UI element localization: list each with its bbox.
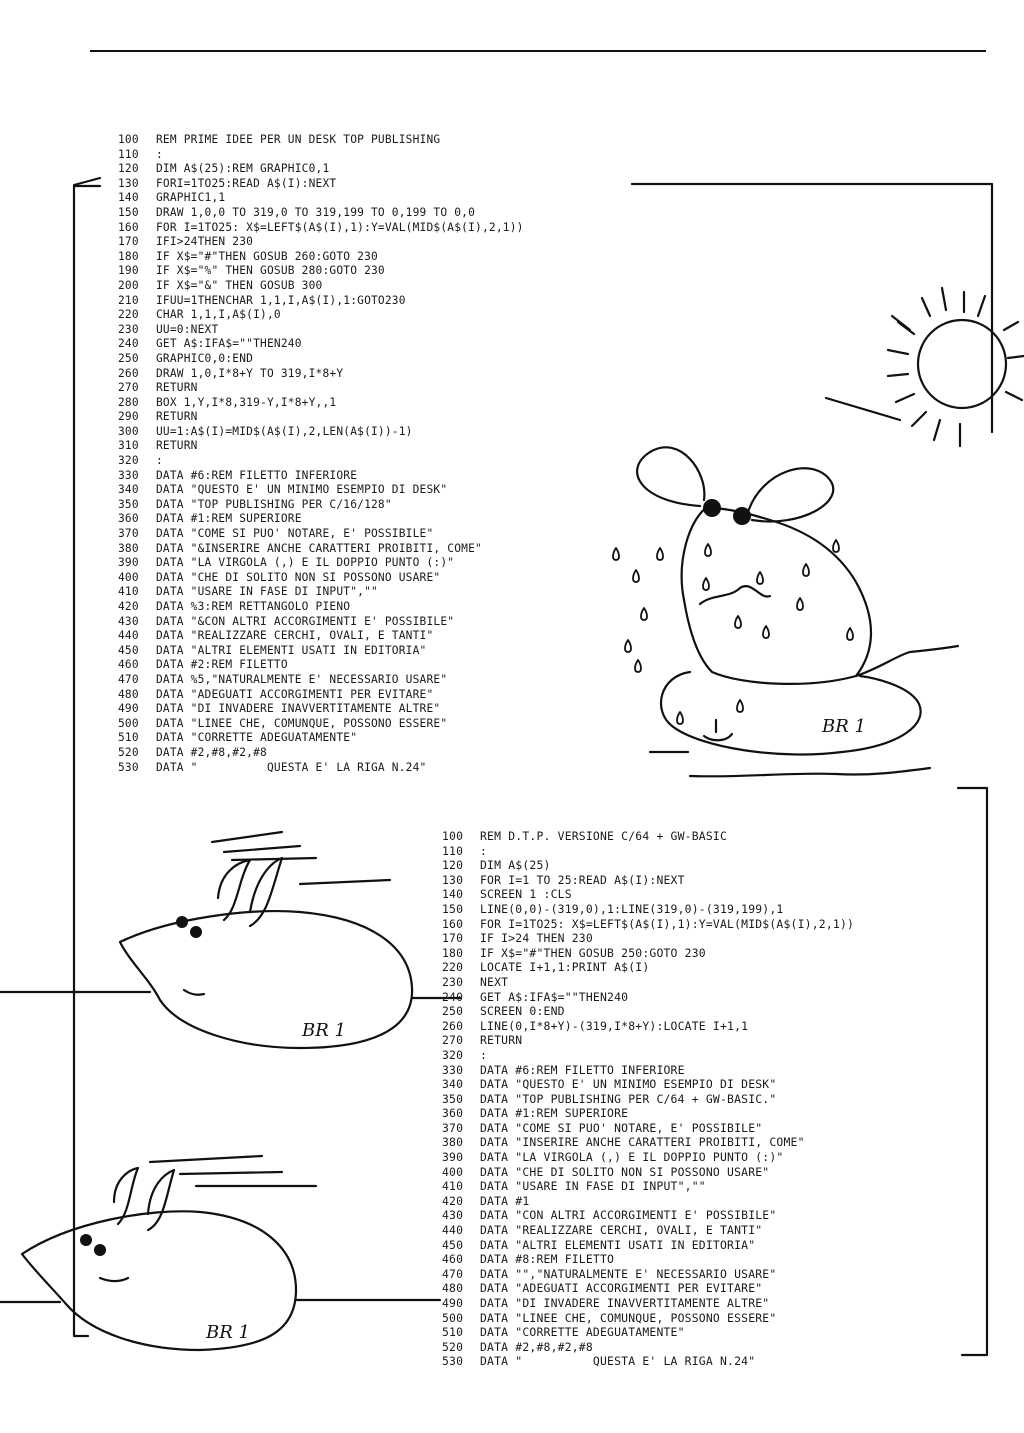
line-number: 110	[118, 147, 139, 161]
frame-bracket-small-left	[74, 178, 100, 185]
line-number: 140	[118, 191, 139, 205]
code-line	[442, 1325, 854, 1340]
line-code: DATA "REALIZZARE CERCHI, OVALI, E TANTI"	[480, 1223, 763, 1238]
line-number: 440	[442, 1223, 464, 1238]
line-number: 370	[118, 527, 139, 541]
line-code: DATA "CORRETTE ADEGUATAMENTE"	[156, 731, 358, 745]
line-code: DATA #1	[480, 1193, 530, 1208]
line-number: 350	[118, 497, 139, 511]
line-code: IF X$="#"THEN GOSUB 260:GOTO 230	[156, 249, 378, 263]
line-number: 360	[118, 512, 139, 526]
line-code: UU=1:A$(I)=MID$(A$(I),2,LEN(A$(I))-1)	[156, 424, 413, 438]
line-code: DRAW 1,0,0 TO 319,0 TO 319,199 TO 0,199 TO 0,0	[156, 205, 476, 219]
line-number: 470	[442, 1266, 464, 1281]
line-number: 210	[118, 293, 139, 307]
line-code: DATA "TOP PUBLISHING PER C/16/128"	[156, 497, 392, 511]
code-line	[118, 177, 524, 192]
code-line	[442, 844, 854, 859]
rain-mouse-illustration	[613, 447, 958, 776]
line-number: 420	[118, 600, 139, 613]
code-line	[442, 858, 854, 873]
line-number: 460	[442, 1252, 464, 1267]
line-number: 300	[118, 424, 139, 438]
line-number: 510	[118, 731, 139, 745]
code-line	[118, 702, 524, 717]
line-number: 180	[442, 945, 464, 960]
line-code: DATA " QUESTA E' LA RIGA N.24"	[156, 760, 427, 774]
line-number: 260	[442, 1018, 464, 1033]
line-code: FORI=1TO25:READ A$(I):NEXT	[156, 176, 337, 190]
line-number: 250	[118, 351, 139, 365]
line-number: 370	[442, 1120, 464, 1135]
line-code: REM D.T.P. VERSIONE C/64 + GW-BASIC	[480, 829, 728, 843]
code-line	[118, 439, 524, 454]
line-number: 180	[118, 249, 139, 263]
line-code: DATA "INSERIRE ANCHE CARATTERI PROIBITI, COME"	[480, 1135, 805, 1150]
line-number: 450	[442, 1237, 464, 1252]
line-code: RETURN	[480, 1033, 523, 1048]
line-code: DATA "REALIZZARE CERCHI, OVALI, E TANTI"	[156, 629, 434, 643]
code-line	[442, 1252, 854, 1267]
rain-drops	[613, 540, 853, 724]
code-line	[118, 454, 524, 469]
running-mouse-top-illustration	[0, 832, 460, 1048]
code-line	[442, 1194, 854, 1209]
line-number: 220	[118, 308, 139, 322]
line-number: 510	[442, 1325, 464, 1340]
code-line	[118, 133, 524, 148]
code-line	[442, 1048, 854, 1063]
signature-running-mouse-top: BR 1	[302, 1020, 346, 1041]
line-code: IFI>24THEN 230	[156, 235, 254, 249]
line-number: 160	[442, 916, 464, 931]
line-number: 120	[118, 162, 139, 176]
line-code: DATA #6:REM FILETTO INFERIORE	[156, 468, 358, 482]
line-code: IF X$="%" THEN GOSUB 280:GOTO 230	[156, 264, 385, 278]
line-code: DATA "ADEGUATI ACCORGIMENTI PER EVITARE"	[156, 687, 434, 701]
line-number: 160	[118, 220, 139, 234]
line-number: 220	[442, 960, 464, 975]
mouse-ear-2a	[114, 1168, 138, 1224]
rain-mouse-ear-right	[748, 468, 833, 521]
line-code: LOCATE I+1,1:PRINT A$(I)	[480, 960, 650, 975]
code-line	[442, 1238, 854, 1253]
mouse-ear-1b	[250, 858, 282, 926]
line-code: :	[480, 843, 488, 858]
code-line	[118, 337, 524, 352]
line-code: SCREEN 0:END	[480, 1004, 565, 1019]
line-code: GRAPHIC0,0:END	[156, 351, 254, 365]
line-number: 110	[442, 843, 464, 858]
line-number: 520	[118, 745, 139, 759]
sun-disc	[918, 320, 1006, 408]
code-line	[118, 542, 524, 557]
line-code: DATA "","NATURALMENTE E' NECESSARIO USARE"	[480, 1266, 777, 1281]
line-number: 430	[118, 614, 139, 628]
line-code: IF I>24 THEN 230	[480, 931, 593, 946]
line-number: 420	[442, 1193, 464, 1208]
code-line	[118, 761, 524, 776]
code-line	[118, 585, 524, 600]
line-number: 120	[442, 858, 464, 873]
line-number: 170	[118, 235, 139, 249]
line-number: 270	[118, 381, 139, 395]
line-number: 490	[118, 702, 139, 716]
line-code: DATA "CON ALTRI ACCORGIMENTI E' POSSIBILE"	[480, 1208, 777, 1223]
code-line	[442, 946, 854, 961]
line-code: DATA "LINEE CHE, COMUNQUE, POSSONO ESSERE"	[156, 716, 448, 730]
line-number: 260	[118, 366, 139, 380]
line-number: 380	[118, 541, 139, 555]
line-code: DIM A$(25)	[480, 858, 551, 873]
line-number: 520	[442, 1339, 464, 1354]
line-number: 390	[442, 1150, 464, 1165]
line-code: DATA "&CON ALTRI ACCORGIMENTI E' POSSIBILE"	[156, 614, 455, 628]
code-line	[442, 1179, 854, 1194]
code-line	[442, 1019, 854, 1034]
line-number: 500	[442, 1310, 464, 1325]
basic-listing-c16-128	[118, 133, 524, 775]
frame-bracket-bottom-right	[958, 788, 987, 1355]
code-line	[118, 381, 524, 396]
line-number: 310	[118, 439, 139, 453]
line-number: 230	[118, 322, 139, 336]
code-line	[442, 1296, 854, 1311]
code-line	[442, 1223, 854, 1238]
line-number: 200	[118, 278, 139, 292]
code-line	[118, 323, 524, 338]
line-code: DATA "DI INVADERE INAVVERTITAMENTE ALTRE"	[480, 1296, 770, 1310]
line-code: :	[156, 454, 163, 468]
line-code: UU=0:NEXT	[156, 322, 219, 336]
code-line	[118, 396, 524, 411]
code-line	[118, 673, 524, 688]
line-code: LINE(0,0)-(319,0),1:LINE(319,0)-(319,199),1	[480, 901, 784, 916]
line-code: DATA "QUESTO E' UN MINIMO ESEMPIO DI DESK"	[156, 483, 448, 497]
code-line	[442, 1033, 854, 1048]
line-code: REM PRIME IDEE PER UN DESK TOP PUBLISHING	[156, 133, 441, 146]
code-line	[118, 250, 524, 265]
line-number: 250	[442, 1004, 464, 1019]
line-number: 460	[118, 658, 139, 672]
code-line	[118, 498, 524, 513]
code-line	[442, 1150, 854, 1165]
signature-running-mouse-bottom: BR 1	[206, 1322, 250, 1343]
top-rule	[90, 50, 986, 52]
line-number: 320	[118, 454, 139, 468]
code-line	[118, 264, 524, 279]
code-line	[442, 1106, 854, 1121]
line-code: LINE(0,I*8+Y)-(319,I*8+Y):LOCATE I+1,1	[480, 1018, 749, 1033]
line-number: 480	[442, 1281, 464, 1296]
line-code: DATA "LA VIRGOLA (,) E IL DOPPIO PUNTO (:)"	[156, 556, 455, 570]
mouse-body-2	[22, 1211, 296, 1350]
line-number: 100	[118, 133, 139, 146]
rain-mouse-tail	[856, 646, 958, 676]
line-code: DATA "LA VIRGOLA (,) E IL DOPPIO PUNTO (:)"	[480, 1150, 784, 1165]
frame-bracket-left	[74, 186, 100, 1336]
line-number: 290	[118, 410, 139, 424]
line-number: 280	[118, 395, 139, 409]
line-number: 410	[442, 1179, 464, 1194]
code-line	[442, 1121, 854, 1136]
line-code: DATA #2,#8,#2,#8	[480, 1339, 593, 1354]
line-number: 190	[118, 264, 139, 278]
code-line	[442, 1092, 854, 1107]
code-line	[442, 1004, 854, 1019]
line-code: DATA "QUESTO E' UN MINIMO ESEMPIO DI DESK"	[480, 1077, 777, 1092]
code-line	[118, 644, 524, 659]
code-line	[118, 279, 524, 294]
line-code: DATA #6:REM FILETTO INFERIORE	[480, 1062, 685, 1077]
code-line	[118, 235, 524, 250]
sun-illustration	[826, 288, 1024, 446]
code-line	[442, 931, 854, 946]
line-code: DATA "CHE DI SOLITO NON SI POSSONO USARE"	[480, 1164, 770, 1179]
line-code: DATA "ADEGUATI ACCORGIMENTI PER EVITARE"	[480, 1281, 763, 1296]
line-code: DATA %5,"NATURALMENTE E' NECESSARIO USARE"	[156, 672, 448, 686]
code-line	[118, 556, 524, 571]
line-number: 500	[118, 716, 139, 730]
rain-mouse-fold	[700, 586, 770, 604]
code-line	[442, 975, 854, 990]
line-code: DATA "ALTRI ELEMENTI USATI IN EDITORIA"	[480, 1237, 756, 1252]
ground-line	[690, 768, 930, 776]
line-code: DATA #1:REM SUPERIORE	[156, 512, 302, 526]
line-code: DATA "DI INVADERE INAVVERTITAMENTE ALTRE"	[156, 702, 441, 716]
code-line	[118, 688, 524, 703]
code-line	[118, 731, 524, 746]
line-number: 470	[118, 672, 139, 686]
code-line	[442, 1340, 854, 1355]
line-code: DIM A$(25):REM GRAPHIC0,1	[156, 162, 330, 176]
line-code: NEXT	[480, 974, 509, 989]
line-code: DATA " QUESTA E' LA RIGA N.24"	[480, 1354, 756, 1369]
line-number: 270	[442, 1033, 464, 1048]
line-code: DATA "&INSERIRE ANCHE CARATTERI PROIBITI, COME"	[156, 541, 482, 555]
code-line	[442, 829, 854, 844]
code-line	[118, 512, 524, 527]
code-line	[118, 746, 524, 761]
line-number: 390	[118, 556, 139, 570]
line-code: DATA "COME SI PUO' NOTARE, E' POSSIBILE"	[156, 527, 434, 541]
code-line	[442, 1135, 854, 1150]
line-code: FOR I=1 TO 25:READ A$(I):NEXT	[480, 872, 685, 887]
code-line	[442, 1311, 854, 1326]
line-code: GET A$:IFA$=""THEN240	[480, 989, 629, 1004]
line-code: GET A$:IFA$=""THEN240	[156, 337, 302, 351]
line-number: 530	[118, 760, 139, 774]
code-line	[442, 1077, 854, 1092]
code-line	[442, 1354, 854, 1369]
line-number: 400	[442, 1164, 464, 1179]
code-line	[118, 483, 524, 498]
line-number: 340	[118, 483, 139, 497]
line-number: 400	[118, 570, 139, 584]
code-line	[118, 352, 524, 367]
line-code: RETURN	[156, 381, 198, 395]
code-line	[442, 1281, 854, 1296]
rain-mouse-ear-left	[637, 447, 704, 506]
code-line	[442, 990, 854, 1005]
code-line	[442, 902, 854, 917]
line-number: 320	[442, 1047, 464, 1062]
line-code: :	[156, 147, 163, 161]
code-line	[118, 600, 524, 615]
code-line	[118, 615, 524, 630]
line-number: 380	[442, 1135, 464, 1150]
line-code: DATA "LINEE CHE, COMUNQUE, POSSONO ESSERE"	[480, 1310, 777, 1325]
code-line	[118, 629, 524, 644]
rain-mouse-puddle	[661, 672, 921, 754]
line-number: 130	[118, 176, 139, 190]
code-line	[118, 367, 524, 382]
code-line	[118, 294, 524, 309]
line-code: IFUU=1THENCHAR 1,1,I,A$(I),1:GOTO230	[156, 293, 406, 307]
code-line	[442, 917, 854, 932]
line-number: 490	[442, 1296, 464, 1310]
puddle-ripple	[704, 734, 732, 740]
line-number: 240	[118, 337, 139, 351]
code-line	[118, 425, 524, 440]
line-number: 350	[442, 1091, 464, 1106]
code-line	[118, 571, 524, 586]
line-number: 100	[442, 829, 464, 843]
code-line	[118, 162, 524, 177]
running-mouse-bottom-illustration	[0, 1156, 440, 1350]
line-number: 230	[442, 974, 464, 989]
line-number: 530	[442, 1354, 464, 1369]
line-number: 150	[118, 205, 139, 219]
line-code: GRAPHIC1,1	[156, 191, 226, 205]
code-line	[442, 1063, 854, 1078]
line-code: DATA %3:REM RETTANGOLO PIENO	[156, 600, 351, 613]
line-code: RETURN	[156, 439, 198, 453]
line-code: DRAW 1,0,I*8+Y TO 319,I*8+Y	[156, 366, 344, 380]
code-line	[442, 1165, 854, 1180]
line-code: IF X$="&" THEN GOSUB 300	[156, 278, 323, 292]
mouse-body-1	[120, 911, 412, 1048]
line-number: 430	[442, 1208, 464, 1223]
frame-bracket-top-right	[632, 184, 992, 432]
line-number: 330	[118, 468, 139, 482]
line-number: 450	[118, 643, 139, 657]
line-code: CHAR 1,1,I,A$(I),0	[156, 308, 281, 322]
line-code: :	[480, 1047, 488, 1062]
line-code: DATA "COME SI PUO' NOTARE, E' POSSIBILE"	[480, 1120, 763, 1135]
line-code: DATA "TOP PUBLISHING PER C/64 + GW-BASIC."	[480, 1091, 777, 1106]
code-line	[118, 206, 524, 221]
line-number: 340	[442, 1077, 464, 1092]
line-code: DATA #2:REM FILETTO	[156, 658, 288, 672]
line-number: 140	[442, 887, 464, 902]
code-line	[118, 191, 524, 206]
code-line	[118, 658, 524, 673]
line-number: 440	[118, 629, 139, 643]
code-line	[118, 527, 524, 542]
code-line	[118, 469, 524, 484]
line-code: DATA "USARE IN FASE DI INPUT",""	[156, 585, 378, 599]
code-line	[118, 148, 524, 163]
line-code: DATA "USARE IN FASE DI INPUT",""	[480, 1179, 706, 1194]
code-line	[118, 410, 524, 425]
line-number: 360	[442, 1106, 464, 1121]
line-code: DATA "ALTRI ELEMENTI USATI IN EDITORIA"	[156, 643, 427, 657]
line-code: DATA "CHE DI SOLITO NON SI POSSONO USARE"	[156, 570, 441, 584]
line-number: 480	[118, 687, 139, 701]
code-line	[442, 873, 854, 888]
line-number: 410	[118, 585, 139, 599]
rain-mouse-body	[682, 508, 871, 684]
line-code: FOR I=1TO25: X$=LEFT$(A$(I),1):Y=VAL(MID$(A$(I),2,1))	[156, 220, 524, 234]
code-line	[118, 308, 524, 323]
code-line	[442, 1267, 854, 1282]
code-line	[118, 717, 524, 732]
line-number: 130	[442, 872, 464, 887]
line-number: 170	[442, 931, 464, 946]
line-code: DATA "CORRETTE ADEGUATAMENTE"	[480, 1325, 685, 1340]
code-line	[442, 960, 854, 975]
code-line	[442, 1208, 854, 1223]
signature-rain-mouse: BR 1	[822, 716, 866, 737]
line-code: SCREEN 1 :CLS	[480, 887, 572, 902]
code-line	[442, 887, 854, 902]
line-number: 150	[442, 901, 464, 916]
line-code: DATA #1:REM SUPERIORE	[480, 1106, 629, 1121]
line-code: BOX 1,Y,I*8,319-Y,I*8+Y,,1	[156, 395, 337, 409]
line-code: RETURN	[156, 410, 198, 424]
mouse-ear-1a	[218, 860, 250, 920]
basic-listing-c64-gwbasic	[442, 829, 854, 1369]
line-number: 330	[442, 1062, 464, 1077]
code-line	[118, 221, 524, 236]
line-code: DATA #8:REM FILETTO	[480, 1252, 615, 1267]
line-code: IF X$="#"THEN GOSUB 250:GOTO 230	[480, 945, 706, 960]
mouse-ear-2b	[148, 1170, 174, 1230]
line-number: 240	[442, 989, 464, 1004]
line-code: DATA #2,#8,#2,#8	[156, 745, 267, 759]
line-code: FOR I=1TO25: X$=LEFT$(A$(I),1):Y=VAL(MID$(A$(I),2,1))	[480, 916, 855, 931]
